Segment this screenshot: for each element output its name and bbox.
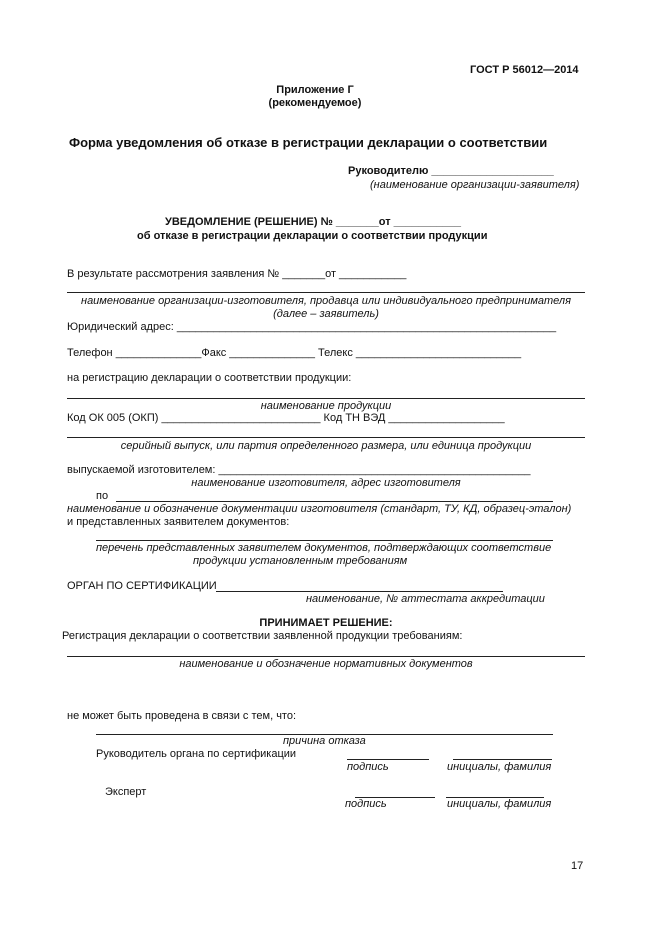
batch-underline <box>67 437 585 438</box>
documents-underline <box>96 540 553 541</box>
page-number: 17 <box>571 860 584 872</box>
application-line: В результате рассмотрения заявления № _______от ___________ <box>67 268 407 280</box>
form-title: Форма уведомления об отказе в регистрации декларации о соответствии <box>69 135 548 150</box>
notice-title: УВЕДОМЛЕНИЕ (РЕШЕНИЕ) № _______от ___________ <box>165 216 461 228</box>
expert-label: Эксперт <box>105 786 147 798</box>
appendix-title: Приложение Г <box>276 84 354 96</box>
head-initials-caption: инициалы, фамилия <box>447 761 552 773</box>
phone-line: Телефон ______________Факс ______________ Телекс ___________________________ <box>67 347 522 359</box>
per-underline <box>116 501 553 502</box>
decision-heading: ПРИНИМАЕТ РЕШЕНИЕ: <box>259 617 393 629</box>
standard-number: ГОСТ Р 56012—2014 <box>470 64 579 76</box>
per-caption: наименование и обозначение документации изготовителя (стандарт, ТУ, КД, образец-эталон) <box>67 503 572 515</box>
head-signature-line <box>347 759 429 760</box>
documents-caption-1: перечень представленных заявителем документов, подтверждающих соответствие <box>96 542 552 554</box>
manufacturer-underline <box>67 292 585 293</box>
certification-body-label: ОРГАН ПО СЕРТИФИКАЦИИ <box>67 580 217 592</box>
produced-by-caption: наименование изготовителя, адрес изготовителя <box>191 477 461 489</box>
produced-by-line: выпускаемой изготовителем: ___________________________________________________ <box>67 464 531 476</box>
applicant-caption: (далее – заявитель) <box>273 308 379 320</box>
documents-caption-2: продукции установленным требованиям <box>193 555 408 567</box>
head-initials-line <box>453 759 552 760</box>
manufacturer-caption: наименование организации-изготовителя, продавца или индивидуального предпринимателя <box>81 295 571 307</box>
registration-line: на регистрацию декларации о соответствии продукции: <box>67 372 352 384</box>
notice-subtitle: об отказе в регистрации декларации о соответствии продукции <box>137 230 488 242</box>
codes-line: Код ОК 005 (ОКП) __________________________ Код ТН ВЭД ___________________ <box>67 412 505 424</box>
cannot-line: не может быть проведена в связи с тем, что: <box>67 710 297 722</box>
product-caption: наименование продукции <box>260 400 392 412</box>
per-label: по <box>96 490 109 502</box>
decision-line: Регистрация декларации о соответствии заявленной продукции требованиям: <box>62 630 463 642</box>
normative-caption: наименование и обозначение нормативных документов <box>179 658 473 670</box>
batch-caption: серийный выпуск, или партия определенного размера, или единица продукции <box>120 440 532 452</box>
legal-address-line: Юридический адрес: ______________________________________________________________ <box>67 321 557 333</box>
expert-signature-caption: подпись <box>345 798 387 810</box>
appendix-subtitle: (рекомендуемое) <box>268 97 362 109</box>
head-signature-label: Руководитель органа по сертификации <box>96 748 297 760</box>
product-underline <box>67 398 585 399</box>
documents-line: и представленных заявителем документов: <box>67 516 290 528</box>
reason-caption: причина отказа <box>283 735 366 747</box>
expert-initials-caption: инициалы, фамилия <box>447 798 552 810</box>
certification-underline <box>216 591 503 592</box>
addressee-caption: (наименование организации-заявителя) <box>370 179 580 191</box>
normative-underline <box>67 656 585 657</box>
head-signature-caption: подпись <box>347 761 389 773</box>
certification-caption: наименование, № аттестата аккредитации <box>306 593 545 605</box>
addressee-line: Руководителю ____________________ <box>348 165 554 177</box>
